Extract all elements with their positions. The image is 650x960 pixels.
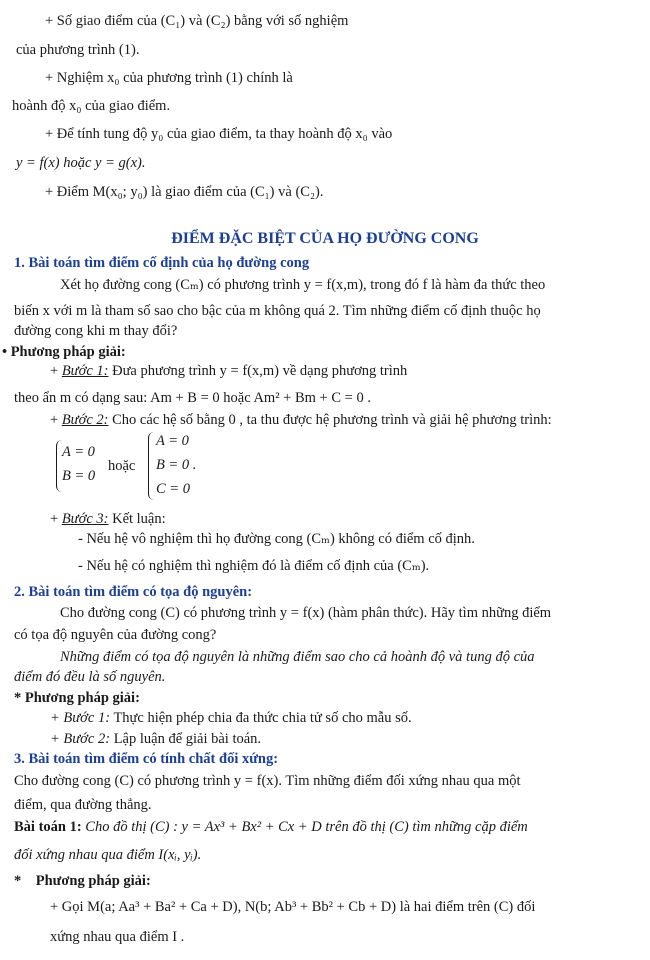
asterisk-icon: *	[14, 690, 22, 706]
s2-step-2-text: Lập luận để giải bài toán.	[113, 731, 262, 747]
s1-step-1: + Bước 1: Đưa phương trình y = f(x,m) về dạng phương trình	[50, 363, 408, 379]
system-2-eq-c: C = 0	[156, 481, 190, 497]
section-1-heading: 1. Bài toán tìm điểm cố định của họ đường cong	[14, 255, 310, 271]
page-title: ĐIỂM ĐẶC BIỆT CỦA HỌ ĐƯỜNG CONG	[171, 230, 479, 247]
intro-line-2: của phương trình (1).	[16, 42, 140, 58]
s1-step-3-label: Bước 3:	[61, 511, 109, 527]
s1-step-2-label: Bước 2:	[61, 412, 109, 428]
intro-line-5: + Để tính tung độ y₀ của giao điểm, ta thay hoành độ x₀ vào	[45, 126, 393, 142]
s3-method-text: Phương pháp giải:	[35, 873, 151, 889]
s2-step-1	[50, 709, 412, 727]
intro-line-6: y = f(x) hoặc y = g(x).	[16, 155, 146, 171]
intro-line-4: hoành độ x₀ của giao điểm.	[12, 98, 171, 114]
s2-step-1-text: Thực hiện phép chia đa thức chia tử số cho mẫu số.	[113, 710, 412, 726]
s3-method-1: + Gọi M(a; Aa³ + Ba² + Ca + D), N(b; Ab³ + Bb² + Cb + D) là hai điểm trên (C) đối	[50, 899, 536, 915]
s1-step-1-label: Bước 1:	[61, 363, 109, 379]
s1-step-1-cont: theo ẩn m có dạng sau: Am + B = 0 hoặc Am² + Bm + C = 0 .	[14, 390, 371, 406]
s1-conclusion-2: - Nếu hệ có nghiệm thì nghiệm đó là điểm cố định của (Cₘ).	[78, 558, 430, 574]
s2-step-2	[50, 730, 261, 748]
s2-para-3: Những điểm có tọa độ nguyên là những điểm sao cho cả hoành độ và tung độ của	[60, 649, 535, 665]
system-2-eq-b: B = 0 .	[156, 457, 197, 473]
system-2-brace	[148, 432, 155, 500]
system-or: hoặc	[108, 458, 136, 474]
s2-method-text: Phương pháp giải:	[24, 690, 140, 706]
asterisk-icon: *	[14, 873, 22, 889]
system-2-eq-a: A = 0	[156, 433, 189, 449]
s1-para-1: Xét họ đường cong (Cₘ) có phương trình y = f(x,m), trong đó f là hàm đa thức theo	[60, 277, 546, 293]
s1-para-3: đường cong khi m thay đổi?	[14, 323, 178, 339]
s2-step-1-label: + Bước 1:	[50, 710, 111, 726]
intro-line-7: + Điểm M(x₀; y₀) là giao điểm của (C₁) và (C₂).	[45, 184, 324, 200]
s1-para-2: biến x với m là tham số sao cho bậc của m không quá 2. Tìm những điểm cố định thuộc họ	[14, 303, 541, 319]
s1-step-2-text: Cho các hệ số bằng 0 , ta thu được hệ phương trình và giải hệ phương trình:	[112, 412, 552, 428]
s2-step-2-label: + Bước 2:	[50, 731, 111, 747]
s1-method-heading	[2, 343, 126, 361]
s2-para-4: điểm đó đều là số nguyên.	[14, 669, 166, 685]
s1-step-3: + Bước 3: Kết luận:	[50, 511, 166, 527]
system-1-eq-b: B = 0	[62, 468, 96, 484]
intro-line-3: + Nghiệm x₀ của phương trình (1) chính là	[45, 70, 293, 86]
s1-conclusion-1: - Nếu hệ vô nghiệm thì họ đường cong (Cₘ) không có điểm cố định.	[78, 531, 475, 547]
s3-problem-1	[14, 818, 528, 836]
s3-problem-label: Bài toán 1:	[14, 819, 82, 835]
s1-step-3-text: Kết luận:	[112, 511, 166, 527]
section-3-heading: 3. Bài toán tìm điểm có tính chất đối xứng:	[14, 751, 279, 767]
s3-para-2: điểm, qua đường thẳng.	[14, 797, 152, 813]
s1-step-1-text: Đưa phương trình y = f(x,m) về dạng phương trình	[112, 363, 408, 379]
s3-method-2: xứng nhau qua điểm I .	[50, 929, 185, 945]
bullet-icon: •	[2, 344, 8, 360]
s3-para-1: Cho đường cong (C) có phương trình y = f(x). Tìm những điểm đối xứng nhau qua một	[14, 773, 521, 789]
s3-method-heading	[14, 872, 151, 890]
intro-line-1: + Số giao điểm của (C₁) và (C₂) bằng với số nghiệm	[45, 13, 349, 29]
system-1-eq-a: A = 0	[62, 444, 95, 460]
s1-step-2: + Bước 2: Cho các hệ số bằng 0 , ta thu được hệ phương trình và giải hệ phương trình:	[50, 412, 552, 428]
section-2-heading: 2. Bài toán tìm điểm có tọa độ nguyên:	[14, 584, 253, 600]
s2-para-2: có tọa độ nguyên của đường cong?	[14, 627, 217, 643]
s2-para-1: Cho đường cong (C) có phương trình y = f(x) (hàm phân thức). Hãy tìm những điểm	[60, 605, 552, 621]
s2-method-heading	[14, 689, 140, 707]
s3-problem-text: Cho đồ thị (C) : y = Ax³ + Bx² + Cx + D trên đồ thị (C) tìm những cặp điểm	[85, 819, 528, 835]
s1-method-text: Phương pháp giải:	[10, 344, 126, 360]
s3-problem-cont: đối xứng nhau qua điểm I(xᵢ, yᵢ).	[14, 847, 202, 863]
